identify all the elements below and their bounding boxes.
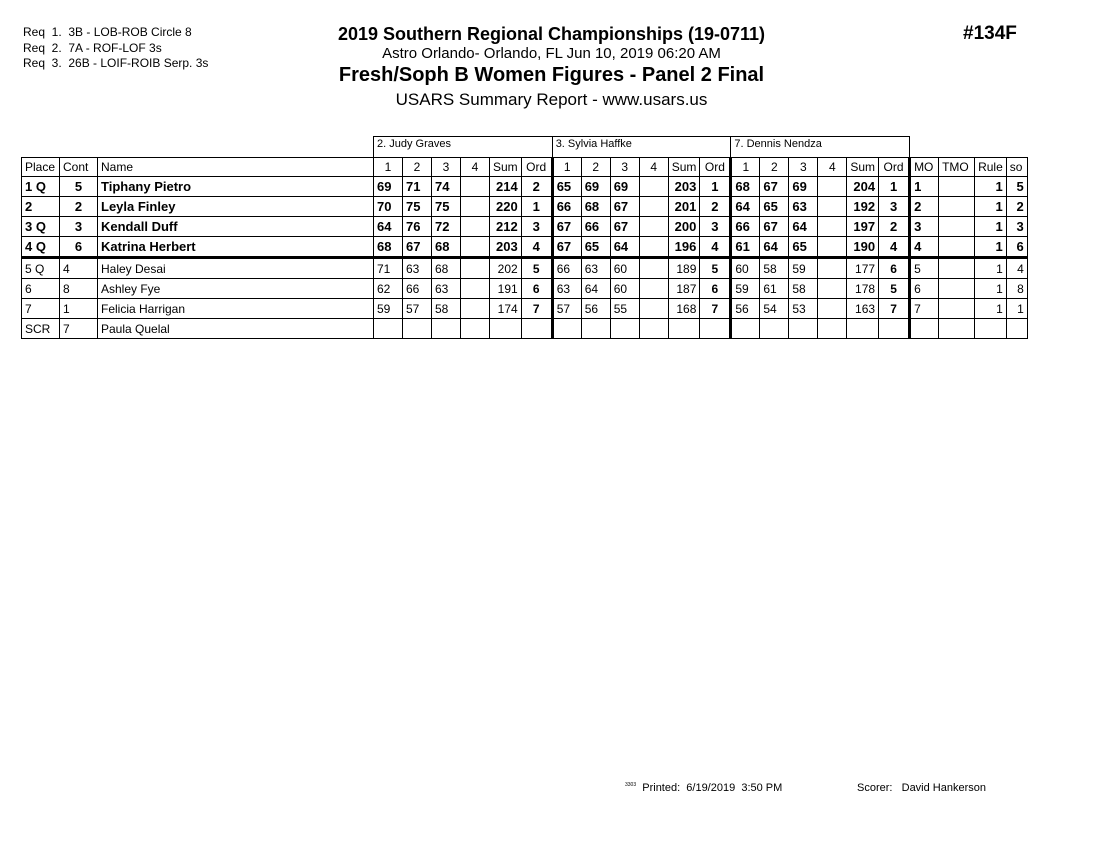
cont-cell: 1: [60, 299, 98, 319]
cont-cell: 7: [60, 319, 98, 339]
column-header-sum: Sum: [847, 158, 879, 177]
score-cell: [818, 177, 847, 197]
score-cell: 61: [731, 237, 760, 258]
ordinal-cell: 1: [521, 197, 552, 217]
score-cell: [461, 237, 490, 258]
score-cell: [403, 319, 432, 339]
cont-cell: 4: [60, 258, 98, 279]
column-header-figure: 2: [403, 158, 432, 177]
column-header-tmo: TMO: [939, 158, 975, 177]
column-header-name: Name: [98, 158, 374, 177]
print-info: [625, 782, 782, 794]
column-header-figure: 3: [610, 158, 639, 177]
skater-name-cell: Felicia Harrigan: [98, 299, 374, 319]
score-cell: 59: [789, 258, 818, 279]
column-header-figure: 4: [818, 158, 847, 177]
score-cell: 66: [552, 197, 581, 217]
score-cell: 63: [432, 279, 461, 299]
score-cell: 67: [552, 237, 581, 258]
score-cell: 70: [374, 197, 403, 217]
ordinal-cell: 4: [521, 237, 552, 258]
place-cell: 7: [22, 299, 60, 319]
sum-cell: 212: [490, 217, 522, 237]
score-cell: 66: [403, 279, 432, 299]
score-cell: 64: [581, 279, 610, 299]
place-cell: SCR: [22, 319, 60, 339]
skater-name-cell: Kendall Duff: [98, 217, 374, 237]
ordinal-cell: [700, 319, 731, 339]
mo-cell: 2: [910, 197, 939, 217]
ordinal-cell: 2: [700, 197, 731, 217]
table-row: [22, 177, 1028, 197]
category-title: Fresh/Soph B Women Figures - Panel 2 Final: [338, 64, 765, 86]
score-cell: 65: [552, 177, 581, 197]
sum-cell: 203: [490, 237, 522, 258]
ordinal-cell: 3: [700, 217, 731, 237]
cont-cell: 3: [60, 217, 98, 237]
judge-header-row: [22, 137, 1028, 158]
score-cell: [639, 319, 668, 339]
score-cell: [461, 319, 490, 339]
sum-cell: 220: [490, 197, 522, 217]
rule-cell: 1: [975, 237, 1007, 258]
ordinal-cell: 6: [521, 279, 552, 299]
score-cell: [461, 279, 490, 299]
report-ref: 3303: [625, 782, 637, 788]
so-cell: 2: [1006, 197, 1027, 217]
score-cell: 67: [610, 197, 639, 217]
column-header-figure: 4: [639, 158, 668, 177]
score-cell: 71: [403, 177, 432, 197]
score-cell: 67: [552, 217, 581, 237]
sum-cell: 178: [847, 279, 879, 299]
score-cell: [639, 177, 668, 197]
place-cell: 4 Q: [22, 237, 60, 258]
score-cell: [552, 319, 581, 339]
so-cell: 4: [1006, 258, 1027, 279]
rule-cell: 1: [975, 177, 1007, 197]
score-cell: 65: [789, 237, 818, 258]
rule-cell: 1: [975, 197, 1007, 217]
ordinal-cell: 3: [879, 197, 910, 217]
judge-name: 7. Dennis Nendza: [731, 137, 910, 158]
score-cell: [461, 299, 490, 319]
ordinal-cell: [521, 319, 552, 339]
score-cell: 67: [610, 217, 639, 237]
ordinal-cell: 5: [700, 258, 731, 279]
table-row: [22, 237, 1028, 258]
score-cell: 60: [731, 258, 760, 279]
results-table: [21, 136, 1028, 339]
ordinal-cell: 2: [879, 217, 910, 237]
mo-cell: 5: [910, 258, 939, 279]
score-cell: [731, 319, 760, 339]
ordinal-cell: 4: [879, 237, 910, 258]
score-cell: [639, 258, 668, 279]
score-cell: [818, 279, 847, 299]
skater-name-cell: Haley Desai: [98, 258, 374, 279]
table-row: [22, 299, 1028, 319]
score-cell: 72: [432, 217, 461, 237]
event-code: #134F: [963, 23, 1017, 44]
score-cell: 69: [581, 177, 610, 197]
mo-cell: 6: [910, 279, 939, 299]
score-cell: 68: [432, 258, 461, 279]
sum-cell: 200: [668, 217, 700, 237]
place-cell: 3 Q: [22, 217, 60, 237]
score-cell: 54: [760, 299, 789, 319]
score-cell: 68: [731, 177, 760, 197]
score-cell: [760, 319, 789, 339]
score-cell: 67: [403, 237, 432, 258]
sum-cell: 190: [847, 237, 879, 258]
requirement-1: Req 1. 3B - LOB-ROB Circle 8: [23, 25, 192, 39]
so-cell: 5: [1006, 177, 1027, 197]
tmo-cell: [939, 217, 975, 237]
score-cell: 66: [731, 217, 760, 237]
score-cell: 69: [789, 177, 818, 197]
score-cell: [818, 217, 847, 237]
score-cell: [581, 319, 610, 339]
mo-cell: 3: [910, 217, 939, 237]
sum-cell: 203: [668, 177, 700, 197]
place-cell: 5 Q: [22, 258, 60, 279]
score-cell: 63: [552, 279, 581, 299]
column-header-ord: Ord: [700, 158, 731, 177]
skater-name-cell: Katrina Herbert: [98, 237, 374, 258]
score-cell: 76: [403, 217, 432, 237]
cont-cell: 8: [60, 279, 98, 299]
scorer-info: Scorer: David Hankerson: [857, 782, 986, 794]
score-cell: 64: [731, 197, 760, 217]
tmo-cell: [939, 237, 975, 258]
tmo-cell: [939, 299, 975, 319]
cont-cell: 6: [60, 237, 98, 258]
score-cell: 69: [610, 177, 639, 197]
column-header-sum: Sum: [668, 158, 700, 177]
score-cell: 62: [374, 279, 403, 299]
ordinal-cell: 2: [521, 177, 552, 197]
score-cell: 67: [760, 217, 789, 237]
cont-cell: 5: [60, 177, 98, 197]
table-row: [22, 279, 1028, 299]
column-header-figure: 2: [760, 158, 789, 177]
tmo-cell: [939, 177, 975, 197]
score-cell: [432, 319, 461, 339]
judge-name: 3. Sylvia Haffke: [552, 137, 731, 158]
column-header-ord: Ord: [879, 158, 910, 177]
score-cell: 69: [374, 177, 403, 197]
score-cell: 75: [432, 197, 461, 217]
column-header-figure: 3: [432, 158, 461, 177]
sum-cell: 174: [490, 299, 522, 319]
score-cell: [639, 197, 668, 217]
score-cell: 68: [432, 237, 461, 258]
score-cell: 61: [760, 279, 789, 299]
sum-cell: 202: [490, 258, 522, 279]
score-cell: 53: [789, 299, 818, 319]
skater-name-cell: Paula Quelal: [98, 319, 374, 339]
score-cell: 58: [432, 299, 461, 319]
score-cell: [818, 197, 847, 217]
column-header-figure: 3: [789, 158, 818, 177]
column-header-figure: 1: [731, 158, 760, 177]
score-cell: 64: [760, 237, 789, 258]
ordinal-cell: [879, 319, 910, 339]
ordinal-cell: 6: [700, 279, 731, 299]
score-cell: 57: [552, 299, 581, 319]
ordinal-cell: 5: [879, 279, 910, 299]
so-cell: 1: [1006, 299, 1027, 319]
column-header-ord: Ord: [521, 158, 552, 177]
sum-cell: 192: [847, 197, 879, 217]
place-cell: 1 Q: [22, 177, 60, 197]
place-cell: 2: [22, 197, 60, 217]
score-cell: [639, 299, 668, 319]
score-cell: 67: [760, 177, 789, 197]
sum-cell: 168: [668, 299, 700, 319]
ordinal-cell: 7: [700, 299, 731, 319]
place-cell: 6: [22, 279, 60, 299]
sum-cell: [490, 319, 522, 339]
score-cell: [461, 177, 490, 197]
sum-cell: 191: [490, 279, 522, 299]
column-header-sum: Sum: [490, 158, 522, 177]
table-row: [22, 217, 1028, 237]
column-header-figure: 2: [581, 158, 610, 177]
skater-name-cell: Ashley Fye: [98, 279, 374, 299]
score-cell: [818, 319, 847, 339]
score-cell: 56: [731, 299, 760, 319]
table-row: [22, 258, 1028, 279]
column-header-row: [22, 158, 1028, 177]
score-cell: 59: [731, 279, 760, 299]
tmo-cell: [939, 258, 975, 279]
cont-cell: 2: [60, 197, 98, 217]
ordinal-cell: 6: [879, 258, 910, 279]
printed-date: Printed: 6/19/2019 3:50 PM: [642, 782, 783, 794]
sum-cell: 197: [847, 217, 879, 237]
rule-cell: 1: [975, 258, 1007, 279]
tmo-cell: [939, 319, 975, 339]
score-cell: [789, 319, 818, 339]
sum-cell: 201: [668, 197, 700, 217]
score-cell: [461, 258, 490, 279]
rule-cell: 1: [975, 217, 1007, 237]
mo-cell: [910, 319, 939, 339]
score-cell: 63: [403, 258, 432, 279]
ordinal-cell: 7: [521, 299, 552, 319]
score-cell: 56: [581, 299, 610, 319]
requirement-3: Req 3. 26B - LOIF-ROIB Serp. 3s: [23, 56, 209, 70]
score-cell: [818, 258, 847, 279]
skater-name-cell: Tiphany Pietro: [98, 177, 374, 197]
so-cell: 6: [1006, 237, 1027, 258]
score-cell: [818, 299, 847, 319]
score-cell: 57: [403, 299, 432, 319]
score-cell: [639, 279, 668, 299]
column-header-mo: MO: [910, 158, 939, 177]
score-cell: 60: [610, 279, 639, 299]
so-cell: 8: [1006, 279, 1027, 299]
score-cell: [610, 319, 639, 339]
sum-cell: [847, 319, 879, 339]
ordinal-cell: 5: [521, 258, 552, 279]
score-cell: [461, 217, 490, 237]
score-cell: 66: [552, 258, 581, 279]
report-title: USARS Summary Report - www.usars.us: [395, 90, 708, 109]
score-cell: 75: [403, 197, 432, 217]
score-cell: 66: [581, 217, 610, 237]
column-header-rule: Rule: [975, 158, 1007, 177]
score-cell: 63: [581, 258, 610, 279]
column-header-place: Place: [22, 158, 60, 177]
judge-name: 2. Judy Graves: [374, 137, 553, 158]
event-title: 2019 Southern Regional Championships (19-0711): [337, 24, 766, 44]
score-cell: 63: [789, 197, 818, 217]
table-row: [22, 197, 1028, 217]
so-cell: [1006, 319, 1027, 339]
score-cell: 64: [789, 217, 818, 237]
score-cell: 64: [610, 237, 639, 258]
score-cell: 55: [610, 299, 639, 319]
tmo-cell: [939, 279, 975, 299]
score-cell: [818, 237, 847, 258]
score-cell: 60: [610, 258, 639, 279]
sum-cell: 214: [490, 177, 522, 197]
ordinal-cell: 1: [879, 177, 910, 197]
requirements-list: [23, 25, 208, 72]
score-cell: 65: [760, 197, 789, 217]
sum-cell: [668, 319, 700, 339]
score-cell: [639, 217, 668, 237]
column-header-cont: Cont: [60, 158, 98, 177]
score-cell: [374, 319, 403, 339]
rule-cell: [975, 319, 1007, 339]
so-cell: 3: [1006, 217, 1027, 237]
sum-cell: 163: [847, 299, 879, 319]
venue-line: Astro Orlando- Orlando, FL Jun 10, 2019 06:20 AM: [382, 45, 721, 62]
ordinal-cell: 7: [879, 299, 910, 319]
sum-cell: 189: [668, 258, 700, 279]
table-row: [22, 319, 1028, 339]
sum-cell: 204: [847, 177, 879, 197]
score-cell: 74: [432, 177, 461, 197]
requirement-2: Req 2. 7A - ROF-LOF 3s: [23, 40, 162, 55]
column-header-figure: 1: [374, 158, 403, 177]
score-cell: [461, 197, 490, 217]
ordinal-cell: 1: [700, 177, 731, 197]
mo-cell: 1: [910, 177, 939, 197]
score-cell: 71: [374, 258, 403, 279]
mo-cell: 7: [910, 299, 939, 319]
column-header-figure: 1: [552, 158, 581, 177]
score-cell: 65: [581, 237, 610, 258]
tmo-cell: [939, 197, 975, 217]
score-cell: [639, 237, 668, 258]
skater-name-cell: Leyla Finley: [98, 197, 374, 217]
sum-cell: 196: [668, 237, 700, 258]
column-header-figure: 4: [461, 158, 490, 177]
score-cell: 58: [789, 279, 818, 299]
rule-cell: 1: [975, 279, 1007, 299]
ordinal-cell: 3: [521, 217, 552, 237]
score-cell: 64: [374, 217, 403, 237]
column-header-so: so: [1006, 158, 1027, 177]
sum-cell: 187: [668, 279, 700, 299]
score-cell: 68: [374, 237, 403, 258]
score-cell: 59: [374, 299, 403, 319]
rule-cell: 1: [975, 299, 1007, 319]
mo-cell: 4: [910, 237, 939, 258]
score-cell: 68: [581, 197, 610, 217]
sum-cell: 177: [847, 258, 879, 279]
score-cell: 58: [760, 258, 789, 279]
ordinal-cell: 4: [700, 237, 731, 258]
